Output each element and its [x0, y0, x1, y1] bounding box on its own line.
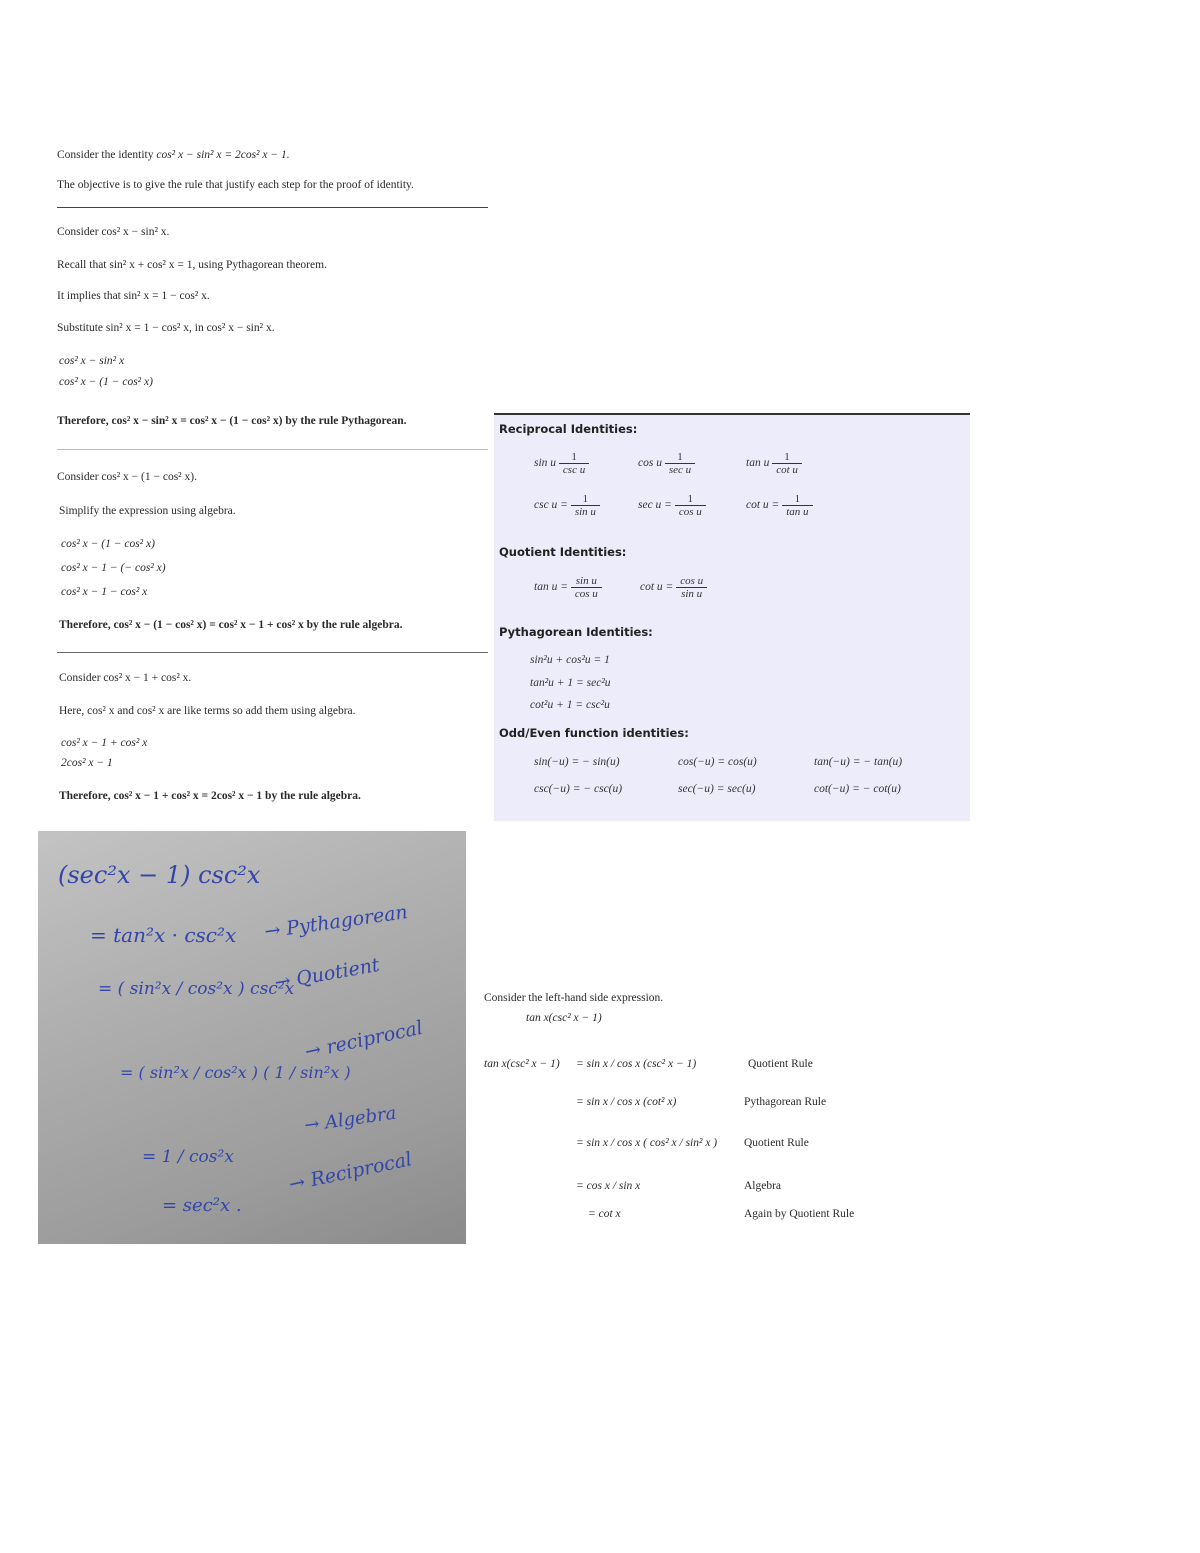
reciprocal-heading: Reciprocal Identities:: [499, 422, 638, 436]
step2-simplify: Simplify the expression using algebra.: [59, 505, 236, 517]
reciprocal-identity: [638, 493, 706, 518]
reciprocal-identity: [638, 451, 695, 476]
handwritten-line: (sec²x − 1) csc²x: [58, 861, 261, 889]
step2-line3: cos² x − 1 − cos² x: [61, 586, 148, 598]
fraction: [571, 493, 600, 518]
fraction: [782, 493, 812, 518]
step2-therefore: Therefore, cos² x − (1 − cos² x) = cos² x − 1 + cos² x by the rule algebra.: [59, 619, 403, 631]
derivation-step: = cot x: [588, 1208, 621, 1220]
identity-lhs: cos u: [638, 457, 662, 470]
handwritten-line: = ( sin²x / cos²x ) csc²x: [98, 979, 295, 999]
fraction: [772, 451, 802, 476]
identity-lhs: sec u =: [638, 499, 672, 512]
denominator: cos u: [574, 588, 598, 600]
identity-intro: Consider the identity: [57, 149, 154, 161]
denominator: tan u: [786, 506, 809, 518]
step-lhs: tan x(csc² x − 1): [484, 1058, 560, 1070]
oddeven-identity: cos(−u) = cos(u): [678, 756, 757, 768]
denominator: sin u: [681, 588, 703, 600]
step3-therefore: Therefore, cos² x − 1 + cos² x = 2cos² x − 1 by the rule algebra.: [59, 790, 361, 802]
derivation-rule: Again by Quotient Rule: [744, 1208, 855, 1220]
identity-lhs: tan u: [746, 457, 770, 470]
pythagorean-identity: cot²u + 1 = csc²u: [530, 699, 610, 711]
denominator: sin u: [574, 506, 596, 518]
oddeven-identity: cot(−u) = − cot(u): [814, 783, 901, 795]
quotient-identity: [640, 575, 707, 600]
fraction: [675, 493, 706, 518]
identities-panel: [494, 413, 970, 821]
step1-recall: Recall that sin² x + cos² x = 1, using Pythagorean theorem.: [57, 259, 327, 271]
step3-consider: Consider cos² x − 1 + cos² x.: [59, 672, 192, 684]
step3-line1: cos² x − 1 + cos² x: [61, 737, 148, 749]
fraction: [676, 575, 707, 600]
oddeven-identity: sin(−u) = − sin(u): [534, 756, 620, 768]
identity-equation: cos² x − sin² x = 2cos² x − 1.: [156, 149, 290, 161]
fraction: [665, 451, 695, 476]
oddeven-identity: tan(−u) = − tan(u): [814, 756, 903, 768]
step1-implies: It implies that sin² x = 1 − cos² x.: [57, 290, 210, 302]
identity-lhs: tan u =: [534, 581, 568, 594]
denominator: cot u: [776, 464, 798, 476]
handwritten-rule: → Reciprocal: [287, 1148, 414, 1196]
oddeven-heading: Odd/Even function identities:: [499, 726, 689, 740]
denominator: cos u: [678, 506, 702, 518]
handwritten-rule: → reciprocal: [303, 1016, 425, 1064]
identity-lhs: cot u =: [746, 499, 780, 512]
denominator: csc u: [562, 464, 586, 476]
oddeven-identity: csc(−u) = − csc(u): [534, 783, 623, 795]
step1-substitute: Substitute sin² x = 1 − cos² x, in cos² x − sin² x.: [57, 322, 275, 334]
handwritten-rule: → Algebra: [302, 1102, 398, 1137]
consider-lhs: Consider the left-hand side expression.: [484, 992, 664, 1004]
identity-statement: [57, 149, 290, 161]
reciprocal-identity: [746, 451, 802, 476]
divider: [57, 207, 488, 208]
step1-consider: Consider cos² x − sin² x.: [57, 226, 170, 238]
numerator: 1: [782, 493, 812, 506]
numerator: 1: [675, 493, 706, 506]
step2-line1: cos² x − (1 − cos² x): [61, 538, 155, 550]
pythagorean-heading: Pythagorean Identities:: [499, 625, 653, 639]
reciprocal-identity: [534, 493, 600, 518]
step2-line2: cos² x − 1 − (− cos² x): [61, 562, 166, 574]
derivation-step: = cos x / sin x: [576, 1180, 641, 1192]
numerator: 1: [559, 451, 589, 464]
fraction: [559, 451, 589, 476]
derivation-rule: Quotient Rule: [748, 1058, 813, 1070]
handwritten-line: = ( sin²x / cos²x ) ( 1 / sin²x ): [120, 1063, 351, 1082]
fraction: [571, 575, 602, 600]
pythagorean-identity: tan²u + 1 = sec²u: [530, 677, 611, 689]
handwritten-line: = 1 / cos²x: [142, 1147, 234, 1167]
numerator: 1: [571, 493, 600, 506]
pythagorean-identity: sin²u + cos²u = 1: [530, 654, 610, 666]
numerator: cos u: [676, 575, 707, 588]
quotient-identity: [534, 575, 602, 600]
step1-line2: cos² x − (1 − cos² x): [59, 376, 153, 388]
derivation-step: = sin x / cos x ( cos² x / sin² x ): [576, 1137, 718, 1149]
handwritten-rule: → Quotient: [272, 953, 382, 995]
step1-line1: cos² x − sin² x: [59, 355, 125, 367]
reciprocal-identity: [746, 493, 813, 518]
denominator: sec u: [668, 464, 692, 476]
step3-here: Here, cos² x and cos² x are like terms so add them using algebra.: [59, 705, 356, 717]
step1-therefore: Therefore, cos² x − sin² x = cos² x − (1 − cos² x) by the rule Pythagorean.: [57, 415, 407, 427]
step3-line2: 2cos² x − 1: [61, 757, 113, 769]
derivation-step: = sin x / cos x (csc² x − 1): [576, 1058, 697, 1070]
identity-lhs: csc u =: [534, 499, 568, 512]
divider: [57, 652, 488, 653]
lhs-expression: tan x(csc² x − 1): [526, 1012, 602, 1024]
derivation-step: = sin x / cos x (cot² x): [576, 1096, 677, 1108]
objective-text: The objective is to give the rule that justify each step for the proof of identity.: [57, 179, 414, 191]
reciprocal-identity: [534, 451, 589, 476]
handwritten-line: = sec²x .: [162, 1195, 242, 1216]
handwritten-line: = tan²x · csc²x: [90, 923, 237, 947]
divider: [57, 449, 488, 450]
handwritten-rule: → Pythagorean: [263, 901, 410, 943]
identity-lhs: cot u =: [640, 581, 674, 594]
numerator: 1: [665, 451, 695, 464]
numerator: 1: [772, 451, 802, 464]
numerator: sin u: [571, 575, 602, 588]
step2-consider: Consider cos² x − (1 − cos² x).: [57, 471, 197, 483]
identity-lhs: sin u: [534, 457, 557, 470]
derivation-rule: Pythagorean Rule: [744, 1096, 827, 1108]
derivation-rule: Algebra: [744, 1180, 782, 1192]
quotient-heading: Quotient Identities:: [499, 545, 627, 559]
oddeven-identity: sec(−u) = sec(u): [678, 783, 756, 795]
handwritten-solution-photo: [38, 831, 466, 1244]
derivation-rule: Quotient Rule: [744, 1137, 809, 1149]
